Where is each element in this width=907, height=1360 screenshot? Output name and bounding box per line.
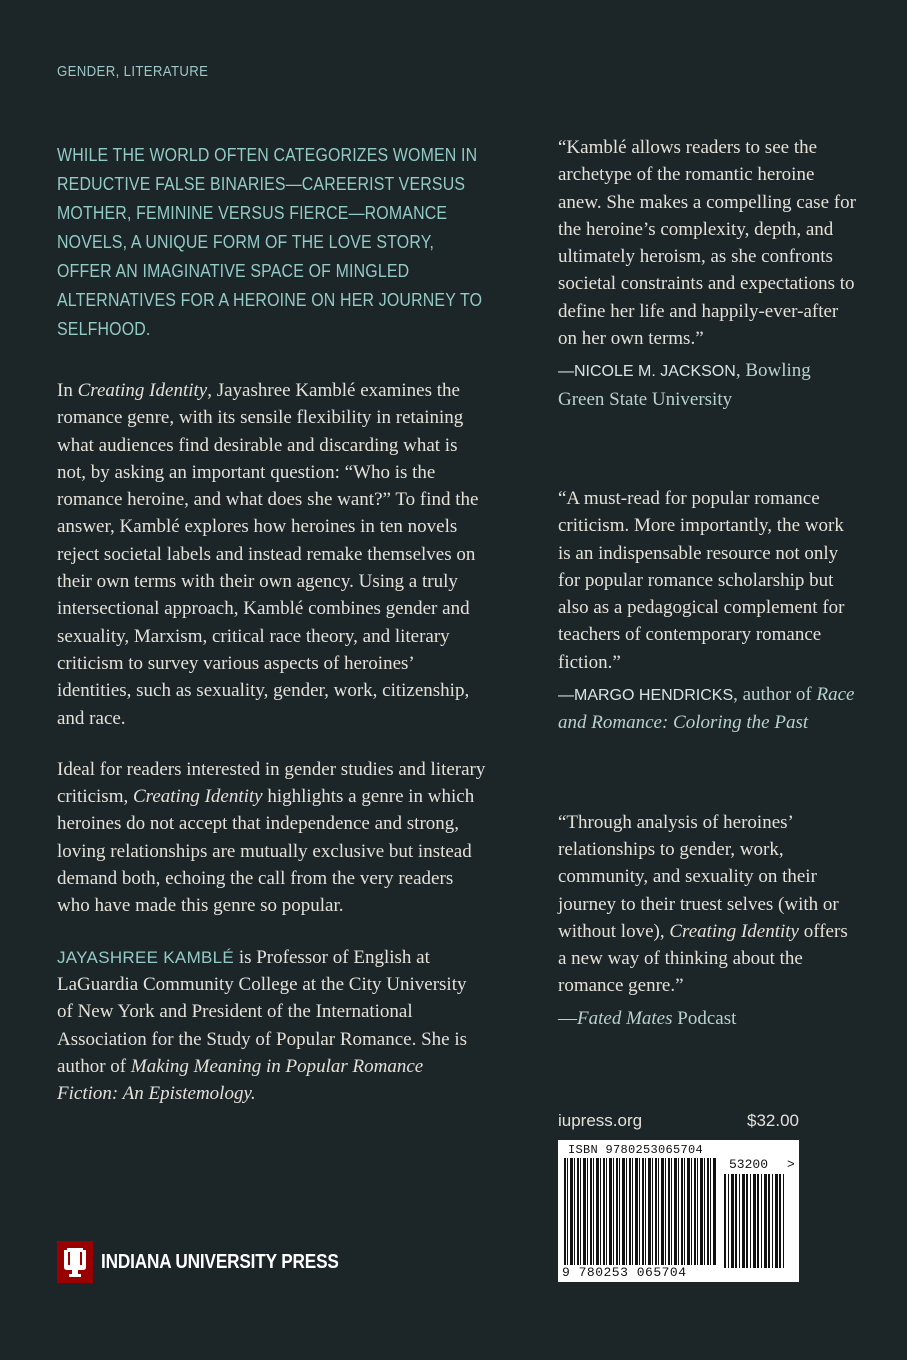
text-run: Ideal for readers interested in gender studies and literary criticism,: [57, 758, 486, 808]
book-title: Creating Identity: [669, 920, 799, 942]
addon-barcode-bars: [724, 1174, 786, 1268]
isbn-digits: 9 780253 065704: [562, 1265, 722, 1280]
lede-text: WHILE THE WORLD OFTEN CATEGORIZES WOMEN IN REDUCTIVE FALSE BINARIES—CAREERIST VERSUS MOTHER, FEMININE VERSUS FIERCE—ROMANCE NOVELS, A UNIQUE FORM OF THE LOVE STORY, OFFER AN IMAGINATIVE SPACE OF MINGLED ALTERNATIVES FOR A HEROINE ON HER JOURNEY TO SELFHOOD.: [57, 144, 483, 339]
blurb: [558, 485, 858, 737]
blurb-author-name: MARGO HENDRICKS: [574, 687, 734, 705]
blurb-source-suffix: Podcast: [672, 1007, 737, 1029]
author-name: JAYASHREE KAMBLÉ: [57, 947, 235, 967]
description-column: [57, 140, 487, 1131]
addon-symbol: >: [787, 1157, 795, 1172]
blurbs-column: [558, 134, 858, 1032]
blurb-quote: “A must-read for popular romance criticism. More importantly, the work is an indispensable resource not only for popular romance scholarship but also as a pedagogical complement for teachers of contemporary romance fiction.”: [558, 487, 845, 673]
author-bio: [57, 944, 487, 1108]
attribution-dash: —: [558, 1007, 577, 1029]
description-paragraph-1: [57, 377, 487, 732]
text-run: “Through analysis of heroines’ relationships to gender, work, community, and sexuality on their journey to their truest selves (with or without love),: [558, 811, 839, 942]
book-title: Creating Identity: [132, 786, 263, 808]
attribution-dash: —: [558, 363, 574, 381]
text-run: In: [57, 380, 78, 401]
blurb-attribution: [558, 357, 858, 413]
publisher-website: iupress.org: [558, 1111, 643, 1130]
publisher-name: INDIANA UNIVERSITY PRESS: [101, 1250, 339, 1273]
blurb: [558, 809, 858, 1032]
blurb-quote: [558, 809, 858, 1000]
blurb-author-name: NICOLE M. JACKSON: [574, 363, 736, 381]
iu-trident-logo-icon: [57, 1241, 93, 1283]
blurb-attribution: [558, 1005, 858, 1032]
price: $32.00: [747, 1111, 799, 1130]
blurb: [558, 134, 858, 413]
text-run: is Professor of English at LaGuardia Community College at the City University of New York and President of the International Association for the Study of Popular Romance. She is author of: [57, 946, 468, 1077]
attribution-dash: —: [558, 687, 574, 705]
publisher-imprint: [57, 1241, 377, 1283]
blurb-attribution: [558, 681, 858, 737]
blurb-source: Fated Mates: [577, 1007, 673, 1029]
text-run: offers a new way of thinking about the romance genre.”: [558, 920, 848, 997]
blurb-affiliation: , author of: [733, 684, 817, 706]
isbn-barcode: [558, 1140, 799, 1282]
author-previous-book: Making Meaning in Popular Romance Fiction: An Epistemology.: [57, 1055, 424, 1105]
blurb-author-work: Race and Romance: Coloring the Past: [558, 684, 855, 734]
text-run: highlights a genre in which heroines do not accept that independence and strong, loving relationships are mutually exclusive but instead demand both, echoing the call from the very readers who have made this genre so popular.: [57, 786, 475, 917]
isbn-label: ISBN 9780253065704: [568, 1143, 704, 1157]
blurb-quote: “Kamblé allows readers to see the archetype of the romantic heroine anew. She makes a compelling case for the heroine’s complexity, depth, and ultimately heroism, as she confronts societal constraints and expectations to define her life and happily-ever-after on her own terms.”: [558, 137, 856, 350]
text-run: , Jayashree Kamblé examines the romance genre, with its sensile flexibility in retaining what audiences find desirable and discarding what is not, by asking an important question: “Who is the romance heroine, and what does she want?” To find the answer, Kamblé explores how heroines in ten novels reject societal labels and instead remake themselves on their own terms with their own agency. Using a truly intersectional approach, Kamblé combines gender and sexuality, Marxism, critical race theory, and literary criticism to survey various aspects of heroines’ identities, such as sexuality, gender, work, citizenship, and race.: [57, 380, 479, 729]
price-addon-number: 53200: [729, 1157, 769, 1172]
category-label: GENDER, LITERATURE: [57, 63, 209, 80]
barcode-bars: [564, 1158, 716, 1268]
description-paragraph-2: [57, 756, 487, 920]
book-title: Creating Identity: [77, 380, 208, 401]
blurb-affiliation: , Bowling Green State University: [558, 360, 811, 410]
